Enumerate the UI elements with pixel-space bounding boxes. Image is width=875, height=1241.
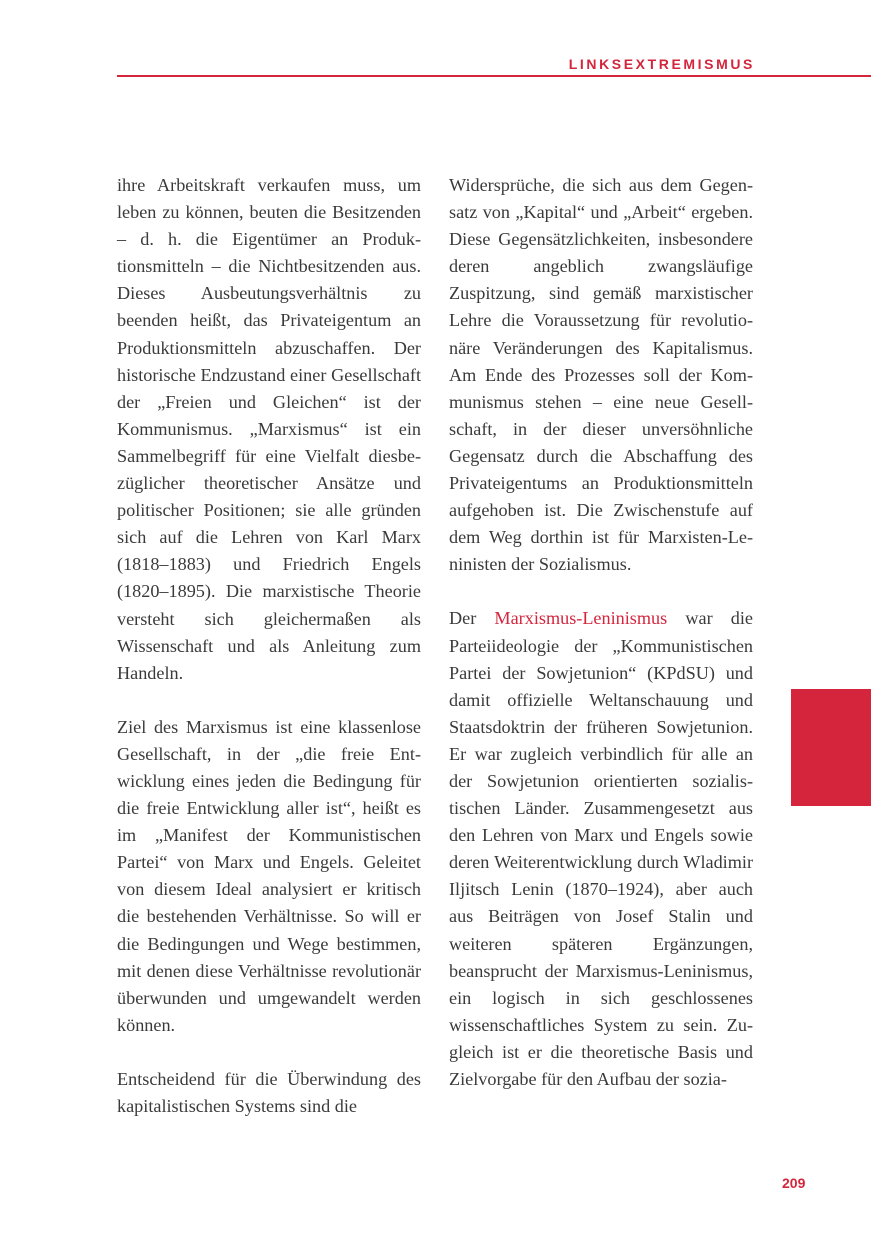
- paragraph: Ziel des Marxismus ist eine klassenlose Gesellschaft, in der „die freie Entwicklung eines jeden die Bedingung für die freie Entwicklung aller ist“, heißt es im „Manifest der Kommunistischen Partei“ von Marx und Engels. Geleitet von diesem Ideal analysiert er kritisch die bestehenden Verhältnisse. So will er die Bedingungen und Wege bestimmen, mit denen diese Verhältnisse revolutionär überwunden und umgewandelt werden können.: [117, 716, 421, 1035]
- paragraph-rest: war die Parteiideologie der „Kommunistischen Partei der Sowjetunion“ (KPdSU) und damit offizielle Weltanschauung und Staatsdoktrin der früheren Sowjetunion. Er war zugleich verbindlich für alle an der Sowjetunion orientierten sozialistischen Länder. Zusammengesetzt aus den Lehren von Marx und Engels sowie deren Weiterentwicklung durch Wladimir Iljitsch Lenin (1870–1924), aber auch aus Beiträgen von Josef Stalin und weiteren späteren Ergänzungen, beansprucht der Marxismus-Leninismus, ein logisch in sich geschlossenes wissenschaftliches System zu sein. Zugleich ist er die theoretische Basis und Zielvorgabe für den Aufbau der sozia-: [449, 608, 753, 1089]
- paragraph: ihre Arbeitskraft verkaufen muss, um leben zu können, beuten die Besitzenden – d. h. die Eigentümer an Produktionsmitteln – die Nichtbesitzenden aus. Dieses Ausbeutungsverhältnis zu beenden heißt, das Privateigentum an Produktionsmitteln abzuschaffen. Der historische Endzustand einer Gesellschaft der „Freien und Gleichen“ ist der Kommunismus. „Marxismus“ ist ein Sammelbegriff für eine Vielfalt diesbezüglicher theoretischer Ansätze und politischer Positionen; sie alle gründen sich auf die Lehren von Karl Marx (1818–1883) und Friedrich Engels (1820–1895). Die marxistische Theorie versteht sich gleichermaßen als Wissenschaft und als Anleitung zum Handeln.: [117, 175, 421, 683]
- left-column: [117, 172, 421, 1147]
- header-rule: [117, 75, 871, 77]
- running-header: LINKSEXTREMISMUS: [568, 56, 755, 72]
- paragraph-lead: Der: [449, 608, 495, 629]
- paragraph: Widersprüche, die sich aus dem Gegensatz von „Kapital“ und „Arbeit“ ergeben. Diese Gegensätzlichkeiten, insbesondere deren angeblich zwangsläufige Zuspitzung, sind gemäß marxistischer Lehre die Voraussetzung für revolutionäre Veränderungen des Kapitalismus. Am Ende des Prozesses soll der Kommunismus stehen – eine neue Gesellschaft, in der dieser unversöhnliche Gegensatz durch die Abschaffung des Privateigentums an Produktionsmitteln aufgehoben ist. Die Zwischenstufe auf dem Weg dorthin ist für Marxisten-Leninisten der Sozialismus.: [449, 175, 753, 575]
- highlighted-term: Marxismus-Leninismus: [494, 608, 668, 629]
- paragraph: [449, 605, 753, 1093]
- chapter-tab-marker: [791, 689, 871, 806]
- page-number: 209: [782, 1175, 806, 1191]
- paragraph: Entscheidend für die Überwindung des kapitalistischen Systems sind die: [117, 1068, 421, 1116]
- right-column: [449, 172, 753, 1120]
